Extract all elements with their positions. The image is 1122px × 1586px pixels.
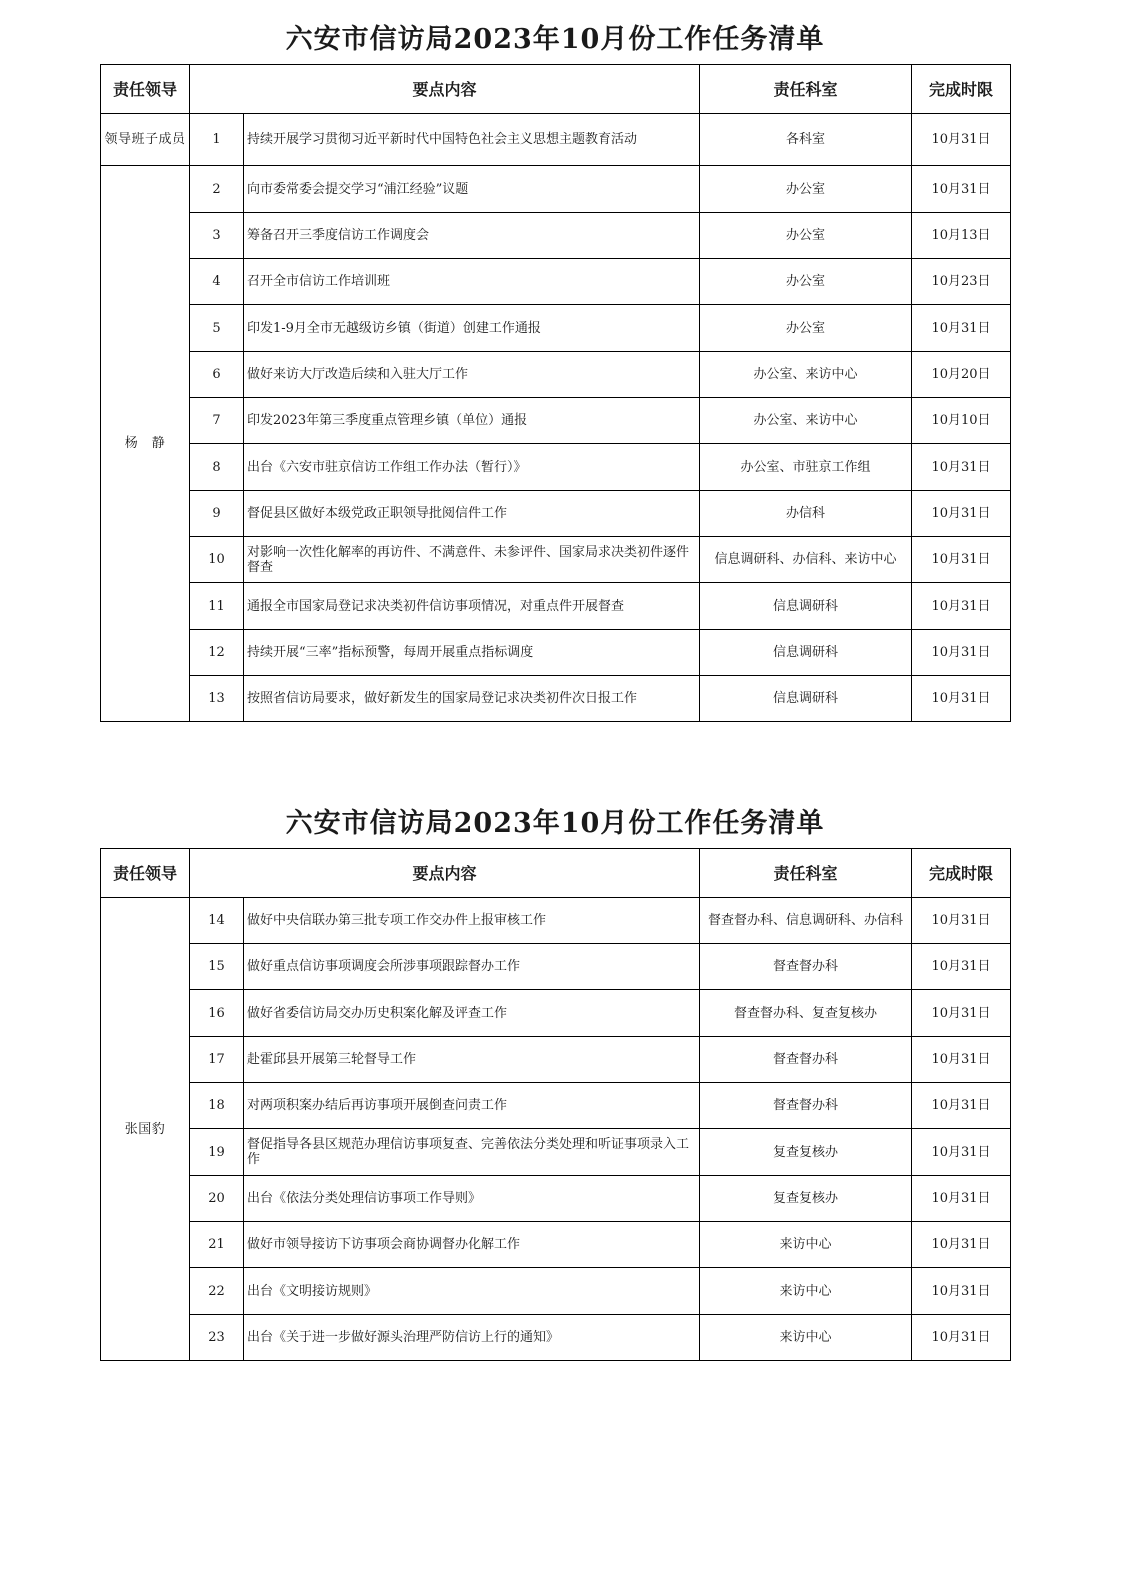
responsible-office: 信息调研科 xyxy=(700,676,912,722)
deadline: 10月31日 xyxy=(912,583,1011,630)
responsible-office: 督查督办科 xyxy=(700,1037,912,1083)
header-content: 要点内容 xyxy=(190,849,700,898)
row-number: 2 xyxy=(190,166,244,213)
responsible-office: 复查复核办 xyxy=(700,1176,912,1222)
row-number: 22 xyxy=(190,1268,244,1315)
row-number: 11 xyxy=(190,583,244,630)
task-table xyxy=(100,64,1011,722)
leader-cell: 领导班子成员 xyxy=(101,114,190,166)
deadline: 10月31日 xyxy=(912,491,1011,537)
task-content: 持续开展“三率”指标预警，每周开展重点指标调度 xyxy=(244,630,700,676)
task-table xyxy=(100,848,1011,1361)
table-row xyxy=(101,114,1011,166)
task-content: 赴霍邱县开展第三轮督导工作 xyxy=(244,1037,700,1083)
task-content: 印发2023年第三季度重点管理乡镇（单位）通报 xyxy=(244,398,700,444)
responsible-office: 信息调研科 xyxy=(700,583,912,630)
deadline: 10月31日 xyxy=(912,676,1011,722)
responsible-office: 办信科 xyxy=(700,491,912,537)
task-content: 做好市领导接访下访事项会商协调督办化解工作 xyxy=(244,1222,700,1268)
row-number: 6 xyxy=(190,352,244,398)
deadline: 10月31日 xyxy=(912,1222,1011,1268)
responsible-office: 来访中心 xyxy=(700,1222,912,1268)
deadline: 10月31日 xyxy=(912,444,1011,491)
table-row xyxy=(101,1176,1011,1222)
task-content: 通报全市国家局登记求决类初件信访事项情况，对重点件开展督查 xyxy=(244,583,700,630)
responsible-office: 办公室、来访中心 xyxy=(700,398,912,444)
task-content: 做好来访大厅改造后续和入驻大厅工作 xyxy=(244,352,700,398)
row-number: 19 xyxy=(190,1129,244,1176)
deadline: 10月31日 xyxy=(912,944,1011,990)
table-row xyxy=(101,630,1011,676)
responsible-office: 复查复核办 xyxy=(700,1129,912,1176)
deadline: 10月13日 xyxy=(912,213,1011,259)
deadline: 10月31日 xyxy=(912,114,1011,166)
table-row xyxy=(101,398,1011,444)
header-office: 责任科室 xyxy=(700,65,912,114)
row-number: 10 xyxy=(190,537,244,583)
row-number: 21 xyxy=(190,1222,244,1268)
table-header-row xyxy=(101,849,1011,898)
task-content: 筹备召开三季度信访工作调度会 xyxy=(244,213,700,259)
responsible-office: 办公室 xyxy=(700,259,912,305)
task-content: 做好重点信访事项调度会所涉事项跟踪督办工作 xyxy=(244,944,700,990)
table-row xyxy=(101,1222,1011,1268)
table-row xyxy=(101,1037,1011,1083)
header-content: 要点内容 xyxy=(190,65,700,114)
table-row xyxy=(101,1315,1011,1361)
row-number: 20 xyxy=(190,1176,244,1222)
deadline: 10月10日 xyxy=(912,398,1011,444)
row-number: 18 xyxy=(190,1083,244,1129)
leader-cell: 杨 静 xyxy=(101,166,190,722)
responsible-office: 办公室、来访中心 xyxy=(700,352,912,398)
responsible-office: 来访中心 xyxy=(700,1315,912,1361)
deadline: 10月31日 xyxy=(912,1176,1011,1222)
task-content: 出台《依法分类处理信访事项工作导则》 xyxy=(244,1176,700,1222)
table-row xyxy=(101,444,1011,491)
task-content: 按照省信访局要求，做好新发生的国家局登记求决类初件次日报工作 xyxy=(244,676,700,722)
row-number: 12 xyxy=(190,630,244,676)
responsible-office: 督查督办科 xyxy=(700,1083,912,1129)
task-content: 向市委常委会提交学习“浦江经验”议题 xyxy=(244,166,700,213)
responsible-office: 各科室 xyxy=(700,114,912,166)
task-content: 督促县区做好本级党政正职领导批阅信件工作 xyxy=(244,491,700,537)
task-content: 对两项积案办结后再访事项开展倒查问责工作 xyxy=(244,1083,700,1129)
table-row xyxy=(101,1083,1011,1129)
deadline: 10月31日 xyxy=(912,166,1011,213)
responsible-office: 督查督办科 xyxy=(700,944,912,990)
row-number: 14 xyxy=(190,898,244,944)
deadline: 10月31日 xyxy=(912,898,1011,944)
task-content: 持续开展学习贯彻习近平新时代中国特色社会主义思想主题教育活动 xyxy=(244,114,700,166)
deadline: 10月31日 xyxy=(912,1037,1011,1083)
row-number: 9 xyxy=(190,491,244,537)
row-number: 8 xyxy=(190,444,244,491)
responsible-office: 督查督办科、信息调研科、办信科 xyxy=(700,898,912,944)
responsible-office: 办公室、市驻京工作组 xyxy=(700,444,912,491)
row-number: 4 xyxy=(190,259,244,305)
row-number: 5 xyxy=(190,305,244,352)
header-leader: 责任领导 xyxy=(101,65,190,114)
table-row xyxy=(101,166,1011,213)
table-row xyxy=(101,213,1011,259)
row-number: 15 xyxy=(190,944,244,990)
deadline: 10月23日 xyxy=(912,259,1011,305)
header-office: 责任科室 xyxy=(700,849,912,898)
task-content: 督促指导各县区规范办理信访事项复查、完善依法分类处理和听证事项录入工作 xyxy=(244,1129,700,1176)
deadline: 10月31日 xyxy=(912,537,1011,583)
table-row xyxy=(101,1129,1011,1176)
task-content: 对影响一次性化解率的再访件、不满意件、未参评件、国家局求决类初件逐件督查 xyxy=(244,537,700,583)
responsible-office: 信息调研科 xyxy=(700,630,912,676)
document-title: 六安市信访局2023年10月份工作任务清单 xyxy=(285,808,825,839)
deadline: 10月20日 xyxy=(912,352,1011,398)
table-header-row xyxy=(101,65,1011,114)
table-row xyxy=(101,944,1011,990)
task-content: 印发1-9月全市无越级访乡镇（街道）创建工作通报 xyxy=(244,305,700,352)
responsible-office: 信息调研科、办信科、来访中心 xyxy=(700,537,912,583)
task-content: 出台《关于进一步做好源头治理严防信访上行的通知》 xyxy=(244,1315,700,1361)
table-row xyxy=(101,352,1011,398)
document-title: 六安市信访局2023年10月份工作任务清单 xyxy=(285,24,825,55)
deadline: 10月31日 xyxy=(912,990,1011,1037)
deadline: 10月31日 xyxy=(912,1083,1011,1129)
row-number: 1 xyxy=(190,114,244,166)
deadline: 10月31日 xyxy=(912,1268,1011,1315)
table-row xyxy=(101,537,1011,583)
row-number: 17 xyxy=(190,1037,244,1083)
header-deadline: 完成时限 xyxy=(912,65,1011,114)
responsible-office: 督查督办科、复查复核办 xyxy=(700,990,912,1037)
leader-cell: 张国豹 xyxy=(101,898,190,1361)
deadline: 10月31日 xyxy=(912,630,1011,676)
row-number: 7 xyxy=(190,398,244,444)
task-content: 做好中央信联办第三批专项工作交办件上报审核工作 xyxy=(244,898,700,944)
task-content: 做好省委信访局交办历史积案化解及评查工作 xyxy=(244,990,700,1037)
header-leader: 责任领导 xyxy=(101,849,190,898)
task-content: 出台《文明接访规则》 xyxy=(244,1268,700,1315)
responsible-office: 来访中心 xyxy=(700,1268,912,1315)
table-row xyxy=(101,990,1011,1037)
table-row xyxy=(101,583,1011,630)
table-row xyxy=(101,259,1011,305)
row-number: 13 xyxy=(190,676,244,722)
table-row xyxy=(101,305,1011,352)
table-row xyxy=(101,1268,1011,1315)
deadline: 10月31日 xyxy=(912,1315,1011,1361)
task-content: 召开全市信访工作培训班 xyxy=(244,259,700,305)
responsible-office: 办公室 xyxy=(700,166,912,213)
table-row xyxy=(101,676,1011,722)
responsible-office: 办公室 xyxy=(700,305,912,352)
row-number: 16 xyxy=(190,990,244,1037)
deadline: 10月31日 xyxy=(912,305,1011,352)
table-row xyxy=(101,491,1011,537)
table-row xyxy=(101,898,1011,944)
deadline: 10月31日 xyxy=(912,1129,1011,1176)
row-number: 23 xyxy=(190,1315,244,1361)
task-content: 出台《六安市驻京信访工作组工作办法（暂行）》 xyxy=(244,444,700,491)
header-deadline: 完成时限 xyxy=(912,849,1011,898)
row-number: 3 xyxy=(190,213,244,259)
responsible-office: 办公室 xyxy=(700,213,912,259)
